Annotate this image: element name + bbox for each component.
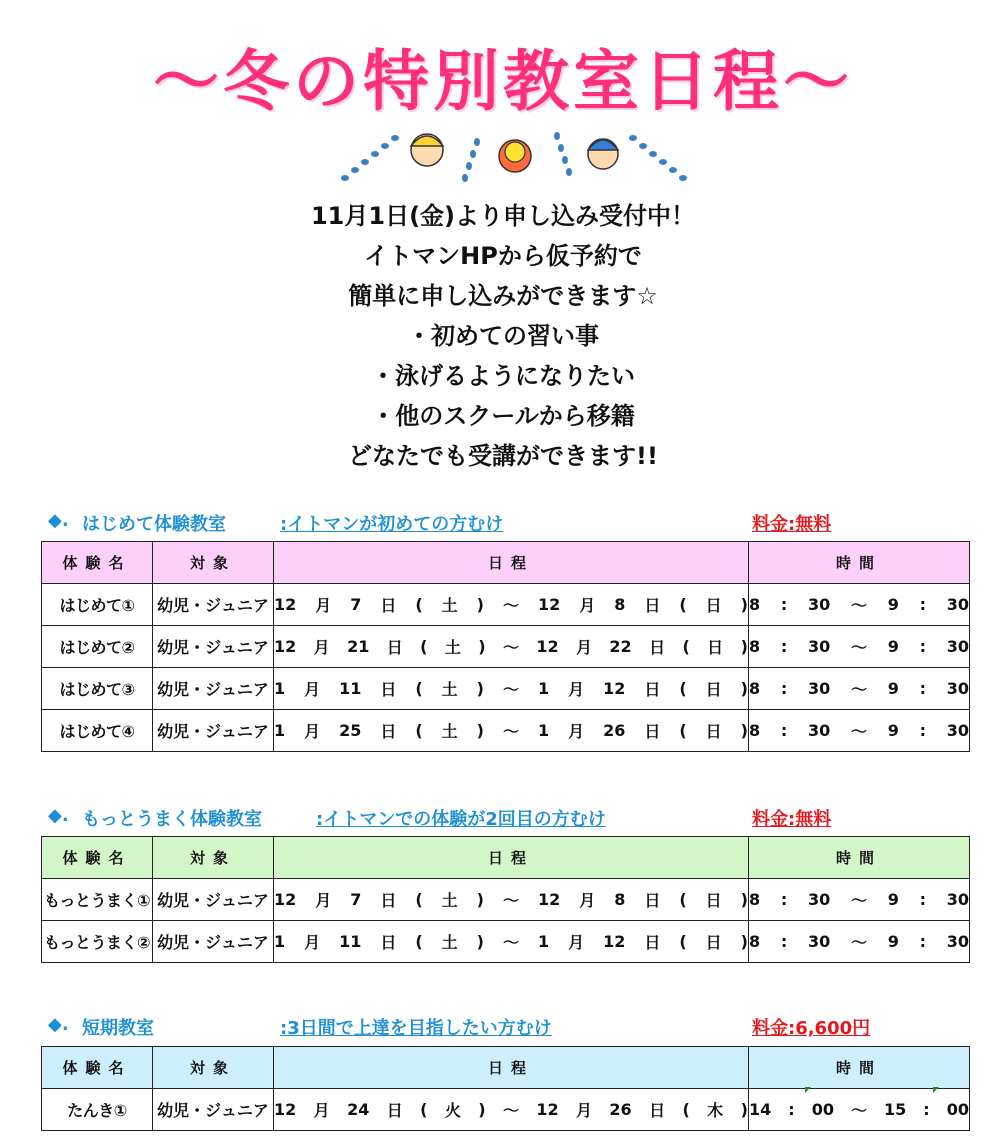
schedule-token: 日 — [705, 891, 722, 910]
time-token: : — [780, 595, 788, 614]
schedule-token: ) — [476, 932, 484, 951]
schedule-token: ) — [740, 721, 748, 740]
schedule-token: ( — [679, 932, 687, 951]
time-token: 30 — [807, 932, 831, 951]
schedule-token: ( — [420, 637, 428, 656]
schedule-token: 7 — [350, 595, 362, 614]
schedule-token: 日 — [380, 933, 397, 952]
schedule-token: ( — [682, 637, 690, 656]
schedule-token: 月 — [579, 891, 596, 910]
schedule-cell — [274, 710, 749, 752]
time-token: : — [780, 932, 788, 951]
schedule-token: 日 — [644, 680, 661, 699]
page-title: 〜冬の特別教室日程〜 — [153, 43, 853, 120]
time-token: : — [919, 637, 926, 656]
schedule-token: 11 — [339, 932, 362, 951]
schedule-token: 1 — [537, 932, 550, 951]
schedule-cell — [274, 584, 749, 626]
schedule-token: 12 — [536, 1100, 559, 1119]
section-name: はじめて体験教室 — [82, 514, 226, 535]
schedule-token: 1 — [537, 721, 550, 740]
class-name-cell: はじめて① — [42, 584, 153, 626]
schedule-token: 月 — [313, 638, 330, 657]
intro-line: ・泳げるようになりたい — [371, 362, 635, 390]
time-token: 〜 — [850, 891, 867, 910]
header-schedule: 日程 — [274, 837, 749, 879]
time-token: 30 — [946, 932, 969, 951]
schedule-token: 月 — [576, 1101, 593, 1120]
header-target: 対象 — [153, 1047, 274, 1089]
section-heading — [48, 510, 948, 536]
schedule-token: 月 — [568, 933, 585, 952]
schedule-token: ( — [682, 1100, 690, 1119]
time-token: 9 — [887, 932, 899, 951]
time-token: 〜 — [850, 638, 867, 657]
schedule-token: 日 — [705, 680, 722, 699]
schedule-token: ( — [679, 890, 687, 909]
time-token: 15 — [884, 1100, 907, 1119]
diamond-bullet: ◆. — [48, 805, 69, 826]
schedule-token: 日 — [386, 1101, 403, 1120]
schedule-token: 土 — [441, 596, 458, 615]
time-cell — [749, 1089, 970, 1131]
time-token: : — [923, 1100, 930, 1119]
table-row — [42, 626, 970, 668]
schedule-token: 土 — [444, 638, 461, 657]
time-token: 30 — [946, 890, 969, 909]
swimming-kids-illustration — [335, 120, 695, 192]
schedule-token: 火 — [444, 1101, 461, 1120]
section-target[interactable]: :イトマンが初めての方むけ — [280, 514, 504, 535]
table-header-row — [42, 837, 970, 879]
diamond-bullet: ◆. — [48, 1014, 69, 1035]
schedule-token: ) — [740, 1100, 748, 1119]
table-header-row — [42, 1047, 970, 1089]
schedule-token: 日 — [380, 891, 397, 910]
class-name-cell: たんき① — [42, 1089, 153, 1131]
schedule-token: 22 — [609, 637, 632, 656]
table-row — [42, 921, 970, 963]
time-token: 9 — [887, 637, 899, 656]
schedule-table-tanki — [41, 1046, 970, 1131]
time-token: 30 — [946, 679, 969, 698]
time-token: 14 — [749, 1100, 772, 1119]
time-cell — [749, 879, 970, 921]
time-token: 〜 — [850, 596, 867, 615]
schedule-token: 12 — [537, 890, 561, 909]
time-token: 00 — [811, 1100, 834, 1119]
table-row — [42, 668, 970, 710]
schedule-token: 1 — [274, 679, 286, 698]
schedule-token: 〜 — [502, 596, 519, 615]
target-cell: 幼児・ジュニア — [153, 584, 274, 626]
time-cell — [749, 584, 970, 626]
time-token: 30 — [807, 595, 831, 614]
time-token: : — [788, 1100, 795, 1119]
schedule-token: ) — [740, 595, 748, 614]
table-row — [42, 879, 970, 921]
schedule-token: 12 — [536, 637, 559, 656]
time-token: 30 — [946, 721, 969, 740]
schedule-token: 日 — [644, 596, 661, 615]
time-token: 30 — [807, 679, 831, 698]
time-token: 〜 — [850, 933, 867, 952]
schedule-token: 〜 — [502, 1101, 519, 1120]
schedule-token: 〜 — [502, 680, 519, 699]
header-name: 体験名 — [42, 542, 153, 584]
schedule-token: 土 — [441, 891, 458, 910]
time-token: : — [919, 595, 926, 614]
schedule-token: 月 — [304, 680, 321, 699]
target-cell: 幼児・ジュニア — [153, 921, 274, 963]
time-token: 30 — [807, 721, 831, 740]
schedule-token: ) — [476, 595, 484, 614]
schedule-token: 12 — [537, 595, 561, 614]
schedule-token: 12 — [274, 595, 297, 614]
target-cell: 幼児・ジュニア — [153, 668, 274, 710]
intro-line: 11月1日(金)より申し込み受付中！ — [310, 202, 696, 230]
time-token: : — [780, 890, 788, 909]
time-token: : — [780, 679, 788, 698]
schedule-token: 8 — [614, 595, 626, 614]
time-cell — [749, 668, 970, 710]
schedule-token: ( — [415, 679, 423, 698]
schedule-token: 〜 — [502, 722, 519, 741]
intro-line: ・初めての習い事 — [407, 322, 599, 350]
schedule-cell — [274, 879, 749, 921]
time-token: 30 — [807, 890, 831, 909]
section-fee: 料金:無料 — [752, 809, 832, 830]
schedule-token: 日 — [649, 1101, 666, 1120]
section-fee: 料金:無料 — [752, 514, 832, 535]
schedule-token: 日 — [705, 722, 722, 741]
schedule-token: 月 — [304, 722, 321, 741]
schedule-token: 日 — [705, 933, 722, 952]
schedule-token: 日 — [644, 933, 661, 952]
schedule-token: 〜 — [502, 891, 519, 910]
class-name-cell: もっとうまく② — [42, 921, 153, 963]
schedule-token: 木 — [707, 1101, 724, 1120]
target-cell: 幼児・ジュニア — [153, 879, 274, 921]
schedule-token: 1 — [274, 932, 286, 951]
table-row — [42, 584, 970, 626]
time-token: : — [780, 637, 788, 656]
time-token: 9 — [887, 595, 899, 614]
time-token: 8 — [749, 721, 761, 740]
schedule-table-hajimete — [41, 541, 970, 752]
time-token: : — [919, 721, 926, 740]
time-token: 9 — [887, 679, 899, 698]
schedule-token: 12 — [603, 679, 626, 698]
schedule-token: 月 — [313, 1101, 330, 1120]
time-token: 8 — [749, 595, 761, 614]
schedule-token: 12 — [274, 637, 297, 656]
schedule-token: 7 — [350, 890, 362, 909]
time-token: 〜 — [850, 1101, 867, 1120]
schedule-token: ) — [478, 1100, 486, 1119]
schedule-token: 1 — [274, 721, 286, 740]
time-token: : — [919, 890, 926, 909]
schedule-token: ( — [415, 595, 423, 614]
section-name: もっとうまく体験教室 — [82, 809, 262, 830]
time-token: 〜 — [850, 722, 867, 741]
schedule-token: ( — [420, 1100, 428, 1119]
schedule-token: 日 — [705, 596, 722, 615]
section-name: 短期教室 — [82, 1018, 154, 1039]
header-time: 時間 — [749, 1047, 970, 1089]
schedule-token: 日 — [649, 638, 666, 657]
schedule-token: 8 — [614, 890, 626, 909]
intro-text — [0, 196, 1006, 476]
time-token: 30 — [946, 637, 969, 656]
schedule-token: ( — [679, 679, 687, 698]
schedule-token: ) — [476, 679, 484, 698]
schedule-token: 日 — [380, 680, 397, 699]
schedule-token: 21 — [347, 637, 370, 656]
schedule-token: 月 — [579, 596, 596, 615]
section-heading — [48, 1014, 948, 1040]
schedule-token: 12 — [274, 1100, 297, 1119]
time-token: 30 — [946, 595, 969, 614]
intro-line: イトマンHPから仮予約で — [364, 242, 642, 270]
time-token: : — [780, 721, 788, 740]
section-heading — [48, 805, 948, 831]
target-cell: 幼児・ジュニア — [153, 710, 274, 752]
schedule-token: 12 — [603, 932, 626, 951]
table-header-row — [42, 542, 970, 584]
header-name: 体験名 — [42, 837, 153, 879]
time-token: 8 — [749, 679, 761, 698]
time-cell — [749, 921, 970, 963]
schedule-cell — [274, 1089, 749, 1131]
time-token: 9 — [887, 890, 899, 909]
intro-line: 簡単に申し込みができます☆ — [348, 282, 658, 310]
header-schedule: 日程 — [274, 1047, 749, 1089]
schedule-token: ( — [415, 890, 423, 909]
header-time: 時間 — [749, 837, 970, 879]
schedule-token: ) — [476, 721, 484, 740]
time-cell — [749, 626, 970, 668]
time-token: : — [919, 679, 926, 698]
schedule-cell — [274, 668, 749, 710]
time-token: 8 — [749, 932, 761, 951]
comment-marker-icon — [933, 1087, 939, 1093]
target-cell: 幼児・ジュニア — [153, 1089, 274, 1131]
schedule-token: 土 — [441, 680, 458, 699]
target-cell: 幼児・ジュニア — [153, 626, 274, 668]
time-token: 〜 — [850, 680, 867, 699]
schedule-token: 1 — [537, 679, 550, 698]
schedule-token: 月 — [568, 722, 585, 741]
time-token: 00 — [946, 1100, 969, 1119]
schedule-token: ) — [740, 932, 748, 951]
table-row — [42, 710, 970, 752]
schedule-token: 月 — [576, 638, 593, 657]
header-name: 体験名 — [42, 1047, 153, 1089]
schedule-token: 24 — [347, 1100, 370, 1119]
section-target[interactable]: :イトマンでの体験が2回目の方むけ — [316, 809, 606, 830]
schedule-token: 日 — [386, 638, 403, 657]
schedule-token: ( — [415, 932, 423, 951]
schedule-token: 日 — [707, 638, 724, 657]
class-name-cell: はじめて③ — [42, 668, 153, 710]
schedule-table-mottoumaku — [41, 836, 970, 963]
comment-marker-icon — [805, 1087, 811, 1093]
schedule-token: 日 — [644, 891, 661, 910]
schedule-token: 25 — [339, 721, 362, 740]
intro-line: ・他のスクールから移籍 — [371, 402, 635, 430]
schedule-token: ) — [740, 890, 748, 909]
schedule-token: ) — [740, 679, 748, 698]
schedule-token: 月 — [315, 891, 332, 910]
intro-line: どなたでも受講ができます!! — [348, 442, 658, 470]
schedule-token: ) — [478, 637, 486, 656]
schedule-token: 26 — [603, 721, 626, 740]
schedule-token: 11 — [339, 679, 362, 698]
class-name-cell: はじめて② — [42, 626, 153, 668]
schedule-cell — [274, 921, 749, 963]
time-token: 30 — [807, 637, 831, 656]
header-schedule: 日程 — [274, 542, 749, 584]
time-cell — [749, 710, 970, 752]
schedule-token: 月 — [304, 933, 321, 952]
schedule-token: ) — [476, 890, 484, 909]
schedule-token: 土 — [441, 933, 458, 952]
schedule-token: ( — [415, 721, 423, 740]
time-token: 8 — [749, 637, 761, 656]
diamond-bullet: ◆. — [48, 510, 69, 531]
schedule-token: 〜 — [502, 933, 519, 952]
schedule-token: 〜 — [502, 638, 519, 657]
schedule-token: 月 — [568, 680, 585, 699]
schedule-token: 月 — [315, 596, 332, 615]
class-name-cell: もっとうまく① — [42, 879, 153, 921]
schedule-cell — [274, 626, 749, 668]
class-name-cell: はじめて④ — [42, 710, 153, 752]
schedule-token: 26 — [609, 1100, 632, 1119]
schedule-token: 12 — [274, 890, 297, 909]
header-time: 時間 — [749, 542, 970, 584]
header-target: 対象 — [153, 542, 274, 584]
schedule-token: 日 — [380, 596, 397, 615]
header-target: 対象 — [153, 837, 274, 879]
section-target[interactable]: :3日間で上達を目指したい方むけ — [280, 1018, 552, 1039]
time-token: : — [919, 932, 926, 951]
time-token: 8 — [749, 890, 761, 909]
time-token: 9 — [887, 721, 899, 740]
schedule-token: ( — [679, 721, 687, 740]
schedule-token: ( — [679, 595, 687, 614]
schedule-token: 土 — [441, 722, 458, 741]
table-row — [42, 1089, 970, 1131]
schedule-token: 日 — [380, 722, 397, 741]
section-fee: 料金:6,600円 — [752, 1018, 871, 1039]
schedule-token: ) — [740, 637, 748, 656]
schedule-token: 日 — [644, 722, 661, 741]
